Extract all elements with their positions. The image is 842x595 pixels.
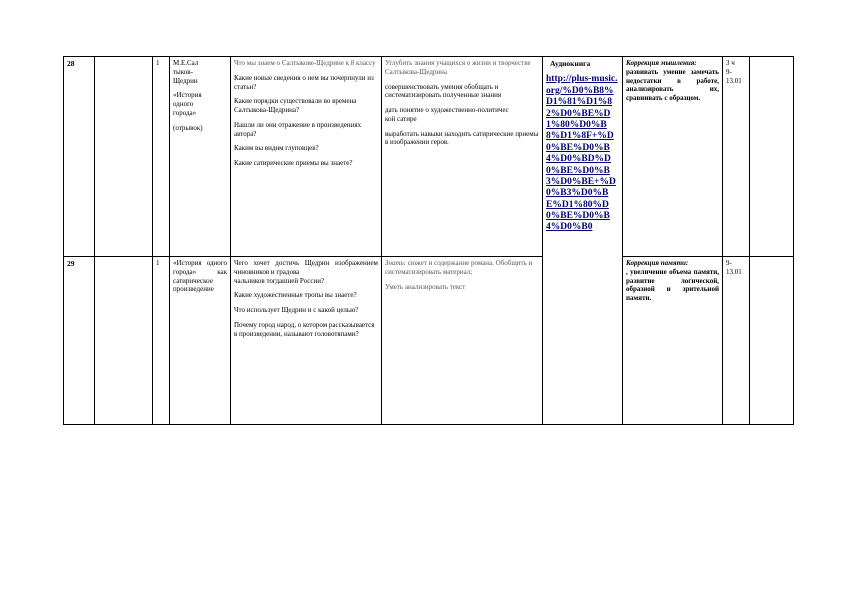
- date-line: 9-: [726, 67, 732, 76]
- question-item: Почему город народ, о котором рассказывается в произведении, называют головотяпами?: [234, 320, 375, 338]
- topic-line: М.Е.Сал: [173, 59, 199, 67]
- topic-line: тыков-: [173, 67, 193, 76]
- lesson-number-cell: [64, 257, 95, 425]
- correction-text: , увеличение объема памяти, развитие логической, образной и зрительной памяти.: [626, 267, 719, 302]
- goals-cell: [382, 57, 543, 257]
- hours-cell: [153, 257, 170, 425]
- goals-extra: Уметь анализировать текст: [385, 282, 466, 291]
- lesson-number: 29: [67, 259, 75, 268]
- question-item: Какие новые сведения о нем вы почерпнули из статьи?: [234, 73, 374, 91]
- date-cell: [723, 257, 750, 425]
- question-item: Каким вы видим глуповцев?: [234, 144, 319, 153]
- correction-title: Коррекция памяти:: [626, 259, 689, 267]
- empty-cell: [750, 257, 794, 425]
- date-line: 3 ч: [726, 59, 735, 67]
- table-row: [64, 257, 794, 425]
- goal-item: кой сатире: [385, 114, 417, 123]
- resource-cell: [543, 57, 623, 425]
- resource-label: Аудиокнига: [550, 59, 591, 68]
- questions-cell: [231, 57, 382, 257]
- topic-line: одного: [173, 100, 194, 108]
- topic-cell: [170, 257, 231, 425]
- lesson-number: 28: [67, 59, 75, 68]
- date-cell: [723, 57, 750, 257]
- correction-cell: [623, 57, 723, 257]
- question-item: чальников тогдашней России?: [234, 276, 325, 285]
- correction-text: развивать умение замечать недостатки в работе, анализировать их, сравнивать с образцом.: [626, 67, 719, 102]
- goal-item: дать понятие о художественно-политичес: [385, 106, 509, 114]
- question-item: Какие художественные тропы вы знаете?: [234, 291, 357, 300]
- correction-cell: [623, 257, 723, 425]
- question-item: Какие порядки существовали во времена Салтыкова-Щедрина?: [234, 97, 357, 114]
- topic-line: (отрывок): [173, 123, 203, 132]
- questions-cell: [231, 257, 382, 425]
- table-row: [64, 57, 794, 257]
- date-line: 13.01: [726, 76, 742, 85]
- questions-intro: Что мы знаем о Салтыкове-Щедрине к 8 классу: [234, 59, 376, 67]
- empty-cell: [95, 257, 153, 425]
- goals-lead: сюжет и содержание романа. Обобщить и систематизировать материал;: [385, 259, 533, 276]
- question-item: Нашли ли они отражение в произведениях автора?: [234, 120, 362, 138]
- date-line: 9-: [726, 259, 732, 267]
- topic-line: города»: [173, 108, 197, 117]
- goal-item: совершенствовать умения обобщать и систематизировать полученные знания: [385, 82, 502, 100]
- goals-cell: [382, 257, 543, 425]
- correction-title: Коррекция мышления:: [626, 59, 697, 67]
- hours-cell: [153, 57, 170, 257]
- hours-value: 1: [156, 259, 160, 267]
- question-item: Чего хочет достичь Щедрин изображением чиновников и градова: [234, 259, 378, 276]
- audiobook-link[interactable]: http://plus-music.org/%D0%B8%D1%81%D1%82%D0%BE%D1%80%D0%B8%D1%8F+%D0%BE%D0%B4%D0%BD%D0%BE%D0%B3%D0%BE+%D0%B3%D0%BE%D1%80%D0%BE%D0%B4%D0%B0: [546, 74, 618, 233]
- lesson-plan-table: [63, 56, 794, 425]
- topic-text: «История одного города» как сатирическое произведение: [173, 259, 227, 294]
- goals-label: Знать:: [385, 259, 407, 267]
- empty-cell: [750, 57, 794, 257]
- lesson-number-cell: [64, 57, 95, 257]
- topic-line: «История: [173, 91, 202, 100]
- goal-item: выработать навыки находить сатирические приемы в изображении героя.: [385, 129, 539, 147]
- topic-line: Щедрин: [173, 76, 198, 85]
- question-item: Какие сатирические приемы вы знаете?: [234, 159, 353, 167]
- date-line: 13.01: [726, 267, 742, 276]
- question-item: Что использует Щедрин и с какой целью?: [234, 306, 359, 314]
- topic-cell: [170, 57, 231, 257]
- hours-value: 1: [156, 59, 160, 67]
- empty-cell: [95, 57, 153, 257]
- goals-intro: Углубить знания учащихся о жизни и творчестве Салтыкова-Щедрина: [385, 59, 531, 76]
